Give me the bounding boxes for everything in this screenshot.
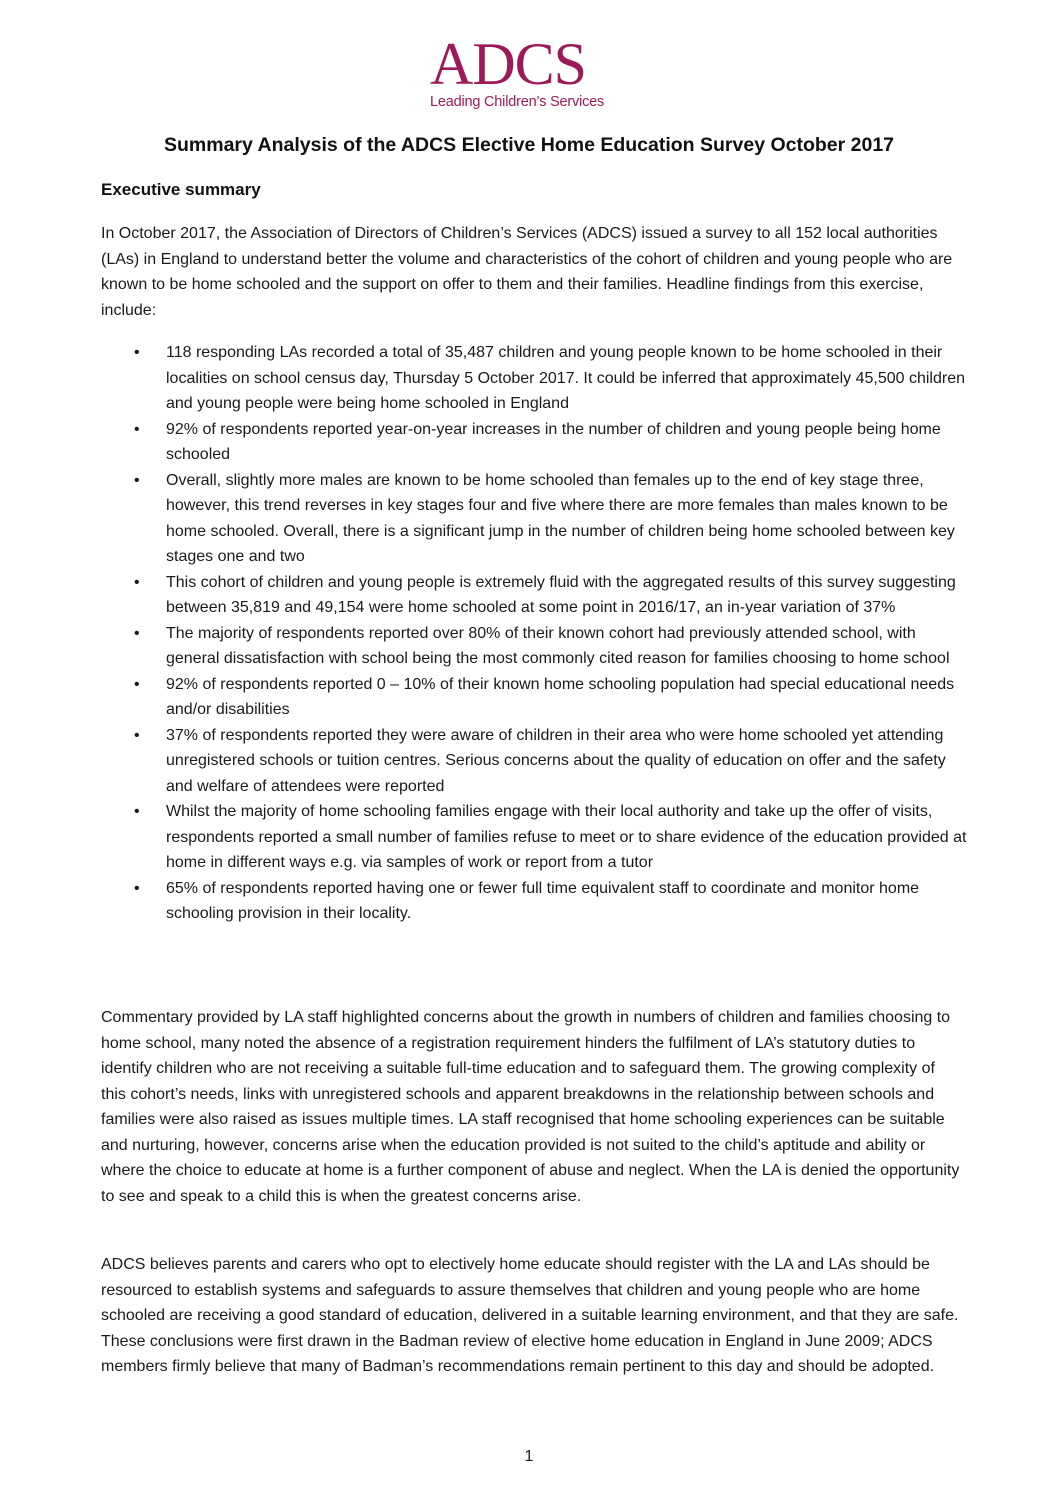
bullet-icon: • xyxy=(134,420,140,438)
section-heading: Executive summary xyxy=(101,180,261,199)
bullet-icon: • xyxy=(134,471,140,489)
list-item: • Whilst the majority of home schooling families engage with their local authority and take up the offer of visits, respondents reported a small number of families refuse to meet or to share evidence of the education provided at home in different ways e.g. via samples of work or report from a tutor xyxy=(101,799,971,876)
findings-list xyxy=(101,340,971,927)
list-item: • The majority of respondents reported over 80% of their known cohort had previously attended school, with general dissatisfaction with school being the most commonly cited reason for families choosing to home school xyxy=(101,621,971,672)
bullet-icon: • xyxy=(134,344,140,361)
bullet-icon: • xyxy=(134,624,140,642)
list-item: • 37% of respondents reported they were aware of children in their area who were home schooled yet attending unregistered schools or tuition centres. Serious concerns about the quality of education on offer and the safety and welfare of attendees were reported xyxy=(101,723,971,800)
list-item: • 118 responding LAs recorded a total of 35,487 children and young people known to be home schooled in their localities on school census day, Thursday 5 October 2017. It could be inferred that approximately 45,500 children and young people were being home schooled in England xyxy=(101,340,971,417)
intro-paragraph: In October 2017, the Association of Directors of Children’s Services (ADCS) issued a survey to all 152 local authorities (LAs) in England to understand better the volume and characteristics of the cohort of children and young people who are known to be home schooled and the support on offer to them and their families. Headline findings from this exercise, include: xyxy=(101,225,953,319)
list-item: • 92% of respondents reported year-on-year increases in the number of children and young people being home schooled xyxy=(101,417,971,468)
bullet-icon: • xyxy=(134,726,140,744)
adcs-logo xyxy=(430,31,630,110)
logo-tagline: Leading Children’s Services xyxy=(430,94,605,110)
list-item: • 65% of respondents reported having one or fewer full time equivalent staff to coordinate and monitor home schooling provision in their locality. xyxy=(101,876,971,927)
page-number: 1 xyxy=(524,1448,534,1465)
logo-mark: ADCS xyxy=(430,31,587,97)
bullet-icon: • xyxy=(134,675,140,693)
bullet-icon: • xyxy=(134,573,140,591)
bullet-icon: • xyxy=(134,803,140,820)
list-item: • This cohort of children and young people is extremely fluid with the aggregated results of this survey suggesting between 35,819 and 49,154 were home schooled at some point in 2016/17, an in-year variation of 37% xyxy=(101,570,971,621)
list-item: • Overall, slightly more males are known to be home schooled than females up to the end of key stage three, however, this trend reverses in key stages four and five where there are more females than males known to be home schooled. Overall, there is a significant jump in the number of children being home schooled between key stages one and two xyxy=(101,468,971,570)
commentary-paragraph: Commentary provided by LA staff highlighted concerns about the growth in numbers of children and families choosing to home school, many noted the absence of a registration requirement hinders the fulfilment of LA’s statutory duties to identify children who are not receiving a suitable full-time education and to safeguard them. The growing complexity of this cohort’s needs, links with unregistered schools and apparent breakdowns in the relationship between schools and families were also raised as issues multiple times. LA staff recognised that home schooling experiences can be suitable and nurturing, however, concerns arise when the education provided is not suited to the child’s aptitude and ability or where the choice to educate at home is a further component of abuse and neglect. When the LA is denied the opportunity to see and speak to a child this is when the greatest concerns arise. xyxy=(101,1009,960,1205)
conclusion-paragraph: ADCS believes parents and carers who opt to electively home educate should register with the LA and LAs should be resourced to establish systems and safeguards to assure themselves that children and young people who are home schooled are receiving a good standard of education, delivered in a suitable learning environment, and that they are safe. These conclusions were first drawn in the Badman review of elective home education in England in June 2009; ADCS members firmly believe that many of Badman’s recommendations remain pertinent to this day and should be adopted. xyxy=(101,1256,959,1375)
bullet-icon: • xyxy=(134,879,140,897)
document-title: Summary Analysis of the ADCS Elective Home Education Survey October 2017 xyxy=(163,134,895,156)
list-item: • 92% of respondents reported 0 – 10% of their known home schooling population had special educational needs and/or disabilities xyxy=(101,672,971,723)
